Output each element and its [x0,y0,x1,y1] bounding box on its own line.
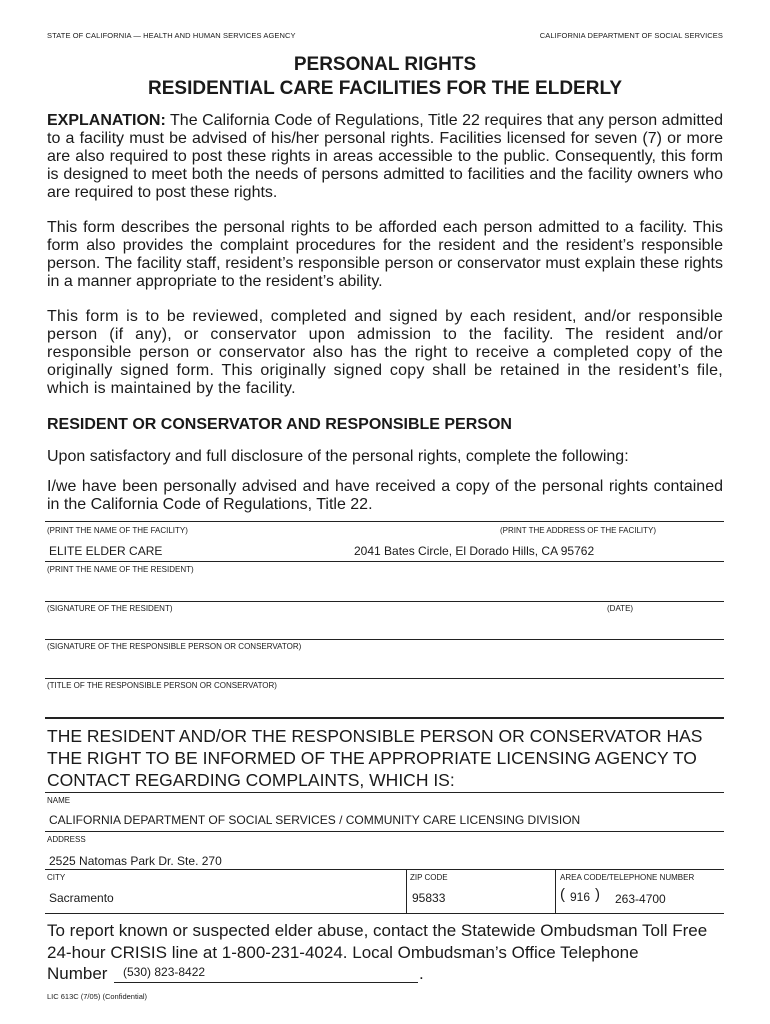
review-instructions-paragraph: This form is to be reviewed, completed and signed by each resident, and/or responsible person (if any), or conservator upon admission to the facility. The resident and/or responsible person or conservator also has the right to receive a completed copy of the originally signed form. This originally signed copy shall be retained in the resident’s file, which is maintained by the facility. [47,308,723,397]
elder-abuse-report-text: To report known or suspected elder abuse, contact the Statewide Ombudsman Toll Free 24-hour CRISIS line at 1-800-231-4024. Local Ombudsman’s Office Telephone [47,921,708,962]
agency-address-field[interactable]: 2525 Natomas Park Dr. Ste. 270 [49,854,222,868]
column-divider [406,869,407,913]
area-code-open-paren: ( [560,886,565,903]
responsible-title-label: (TITLE OF THE RESPONSIBLE PERSON OR CONSERVATOR) [47,681,277,690]
ombudsman-number-label: Number [47,964,108,983]
resident-signature-field[interactable] [47,615,587,639]
zip-label: ZIP CODE [410,873,448,882]
responsible-signature-label: (SIGNATURE OF THE RESPONSIBLE PERSON OR CONSERVATOR) [47,642,302,651]
explanation-label: EXPLANATION: [47,112,166,129]
agency-header-left: STATE OF CALIFORNIA — HEALTH AND HUMAN SERVICES AGENCY [47,31,296,40]
divider [45,678,724,679]
resident-name-field[interactable] [49,583,719,599]
date-label: (DATE) [607,604,634,613]
agency-name-label: NAME [47,796,71,805]
divider [45,561,724,562]
title-line-2: RESIDENTIAL CARE FACILITIES FOR THE ELDERLY [148,78,622,99]
city-field[interactable]: Sacramento [49,891,114,905]
divider [45,831,724,832]
form-description-paragraph: This form describes the personal rights to be afforded each person admitted to a facility. This form also provides the complaint procedures for the resident and the resident’s responsible person. The facility staff, resident’s responsible person or conservator must explain these rights in a manner appropriate to the resident’s ability. [47,219,723,290]
divider [45,521,724,522]
divider [45,601,724,602]
explanation-text: The California Code of Regulations, Title 22 requires that any person admitted to a facility must be advised of his/her personal rights. Facilities licensed for seven (7) or more are also required to post these rights in areas accessible to the public. Consequently, this form is designed to meet both the needs of persons admitted to facilities and the facility owners who are required to post these rights. [47,112,723,201]
facility-address-field[interactable]: 2041 Bates Circle, El Dorado Hills, CA 95762 [354,544,595,558]
facility-name-label: (PRINT THE NAME OF THE FACILITY) [47,526,188,535]
sentence-period: . [419,964,424,983]
resident-name-label: (PRINT THE NAME OF THE RESIDENT) [47,565,194,574]
date-field[interactable] [600,615,720,639]
zip-field[interactable]: 95833 [412,891,446,905]
city-label: CITY [47,873,66,882]
divider [45,869,724,870]
section-heading: RESIDENT OR CONSERVATOR AND RESPONSIBLE PERSON [47,416,512,433]
responsible-title-field[interactable] [47,693,717,715]
form-id: LIC 613C (7/05) (Confidential) [47,992,148,1001]
divider [45,717,724,719]
divider [45,792,724,793]
phone-number-field[interactable]: 263-4700 [615,892,666,906]
agency-address-label: ADDRESS [47,835,86,844]
area-code-field[interactable]: 916 [570,890,591,904]
resident-signature-label: (SIGNATURE OF THE RESIDENT) [47,604,173,613]
ombudsman-number-underline [114,982,418,983]
title-line-1: PERSONAL RIGHTS [293,54,477,75]
ombudsman-number-field[interactable]: (530) 823-8422 [123,965,206,979]
phone-label: AREA CODE/TELEPHONE NUMBER [560,873,695,882]
area-code-close-paren: ) [595,886,600,903]
facility-name-field[interactable]: ELITE ELDER CARE [49,544,163,558]
acknowledgement-text: I/we have been personally advised and have received a copy of the personal rights contained in the California Code of Regulations, Title 22. [47,478,723,513]
licensing-notice: THE RESIDENT AND/OR THE RESPONSIBLE PERSON OR CONSERVATOR HAS THE RIGHT TO BE INFORMED OF THE APPROPRIATE LICENSING AGENCY TO CONTACT REGARDING COMPLAINTS, WHICH IS: [47,726,703,790]
agency-name-field[interactable]: CALIFORNIA DEPARTMENT OF SOCIAL SERVICES / COMMUNITY CARE LICENSING DIVISION [49,813,581,827]
explanation-paragraph [47,112,723,202]
responsible-signature-field[interactable] [47,654,717,678]
divider [45,639,724,640]
divider [45,913,724,914]
column-divider [555,869,556,913]
agency-header-right: CALIFORNIA DEPARTMENT OF SOCIAL SERVICES [539,31,723,40]
facility-address-label: (PRINT THE ADDRESS OF THE FACILITY) [500,526,657,535]
disclosure-text: Upon satisfactory and full disclosure of the personal rights, complete the following: [47,448,629,465]
